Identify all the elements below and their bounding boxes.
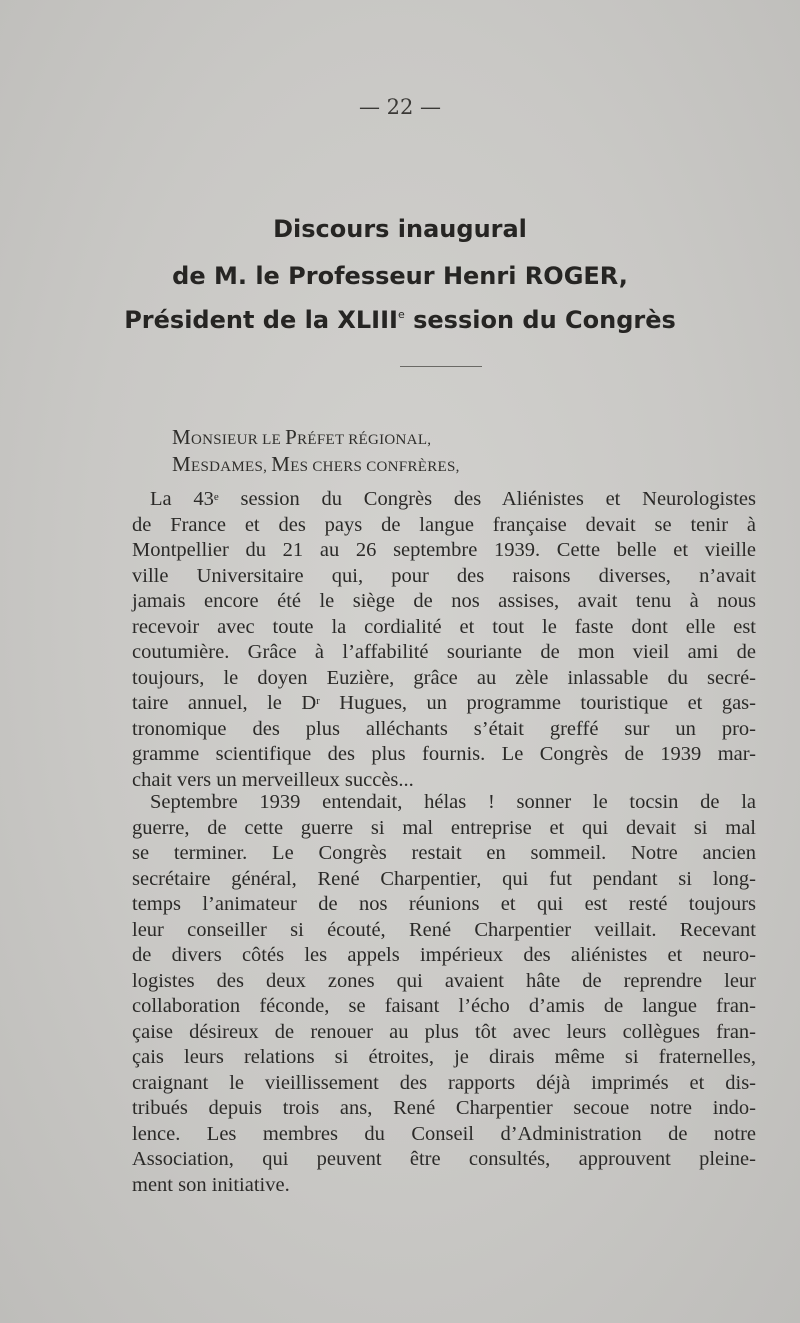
superscript: r: [316, 695, 320, 707]
text-line: jamais encore été le siège de nos assises, avait tenu à nous: [132, 590, 756, 612]
salutation-line-1: [172, 425, 431, 450]
paragraph-2: [132, 790, 756, 1198]
text-span: taire annuel, le D: [132, 692, 317, 714]
text-line: [132, 691, 756, 717]
title-superscript: e: [397, 308, 405, 321]
text-line: craignant le vieillissement des rapports déjà imprimés et dis-: [132, 1071, 756, 1094]
text-span: Hugues, un programme touristique et gas-: [319, 692, 756, 714]
text-line: Septembre 1939 entendait, hélas ! sonner le tocsin de la: [150, 791, 756, 813]
text-line: ment son initiative.: [132, 1173, 290, 1196]
text-line: secrétaire général, René Charpentier, qui fut pendant si long-: [132, 867, 756, 890]
text-line: collaboration féconde, se faisant l’écho d’amis de langue fran-: [132, 995, 756, 1017]
smallcaps-text: ESDAMES,: [190, 459, 272, 475]
paragraph-1: [132, 487, 756, 793]
page-number: — 22 —: [358, 95, 442, 119]
text-line: de France et des pays de langue française devait se tenir à: [132, 513, 756, 536]
text-line: recevoir avec toute la cordialité et tout le faste dont elle est: [132, 615, 756, 638]
text-line: [132, 487, 756, 513]
text-line: logistes des deux zones qui avaient hâte de reprendre leur: [132, 969, 756, 992]
smallcaps-initial: M: [172, 425, 191, 449]
title-line-1: Discours inaugural: [273, 215, 527, 243]
smallcaps-text: ES CHERS CONFRÈRES,: [290, 459, 460, 475]
text-line: leur conseiller si écouté, René Charpentier veillait. Recevant: [132, 918, 756, 941]
salutation-line-2: [172, 452, 460, 477]
section-divider: [400, 366, 482, 367]
title-line-3-start: Président de la XLIII: [124, 306, 398, 334]
text-line: temps l’animateur de nos réunions et qui est resté toujours: [132, 893, 756, 915]
smallcaps-initial: M: [271, 452, 291, 476]
title-line-3-end: session du Congrès: [404, 306, 676, 334]
text-line: de divers côtés les appels impérieux des aliénistes et neuro-: [132, 944, 756, 966]
text-span: La 43: [150, 488, 214, 510]
smallcaps-text: RÉFET RÉGIONAL,: [297, 432, 432, 448]
text-line: lence. Les membres du Conseil d’Administration de notre: [132, 1122, 756, 1145]
text-span: session du Congrès des Aliénistes et Neurologistes: [218, 488, 757, 510]
smallcaps-initial: M: [172, 452, 191, 476]
smallcaps-initial: P: [285, 425, 298, 449]
text-line: tronomique des plus alléchants s’était greffé sur un pro-: [132, 717, 756, 740]
text-line: toujours, le doyen Euzière, grâce au zèle inlassable du secré-: [132, 666, 756, 689]
text-line: coutumière. Grâce à l’affabilité souriante de mon vieil ami de: [132, 641, 756, 663]
text-line: guerre, de cette guerre si mal entreprise et qui devait si mal: [132, 816, 756, 839]
text-line: tribués depuis trois ans, René Charpentier secoue notre indo-: [132, 1097, 756, 1119]
superscript: e: [213, 491, 219, 503]
text-line: ville Universitaire qui, pour des raisons diverses, n’avait: [132, 564, 756, 587]
text-line: çais leurs relations si étroites, je dirais même si fraternelles,: [132, 1046, 756, 1068]
smallcaps-text: ONSIEUR LE: [190, 432, 286, 448]
text-line: se terminer. Le Congrès restait en sommeil. Notre ancien: [132, 842, 756, 864]
text-line: gramme scientifique des plus fournis. Le Congrès de 1939 mar-: [132, 743, 756, 765]
text-line: Montpellier du 21 au 26 septembre 1939. Cette belle et vieille: [132, 539, 756, 561]
title-line-3: [0, 306, 800, 334]
text-line: chait vers un merveilleux succès...: [132, 768, 414, 791]
text-line: Association, qui peuvent être consultés, approuvent pleine-: [132, 1148, 756, 1170]
title-line-2: de M. le Professeur Henri ROGER,: [172, 262, 628, 290]
text-line: çaise désireux de renouer au plus tôt avec leurs collègues fran-: [132, 1020, 756, 1043]
